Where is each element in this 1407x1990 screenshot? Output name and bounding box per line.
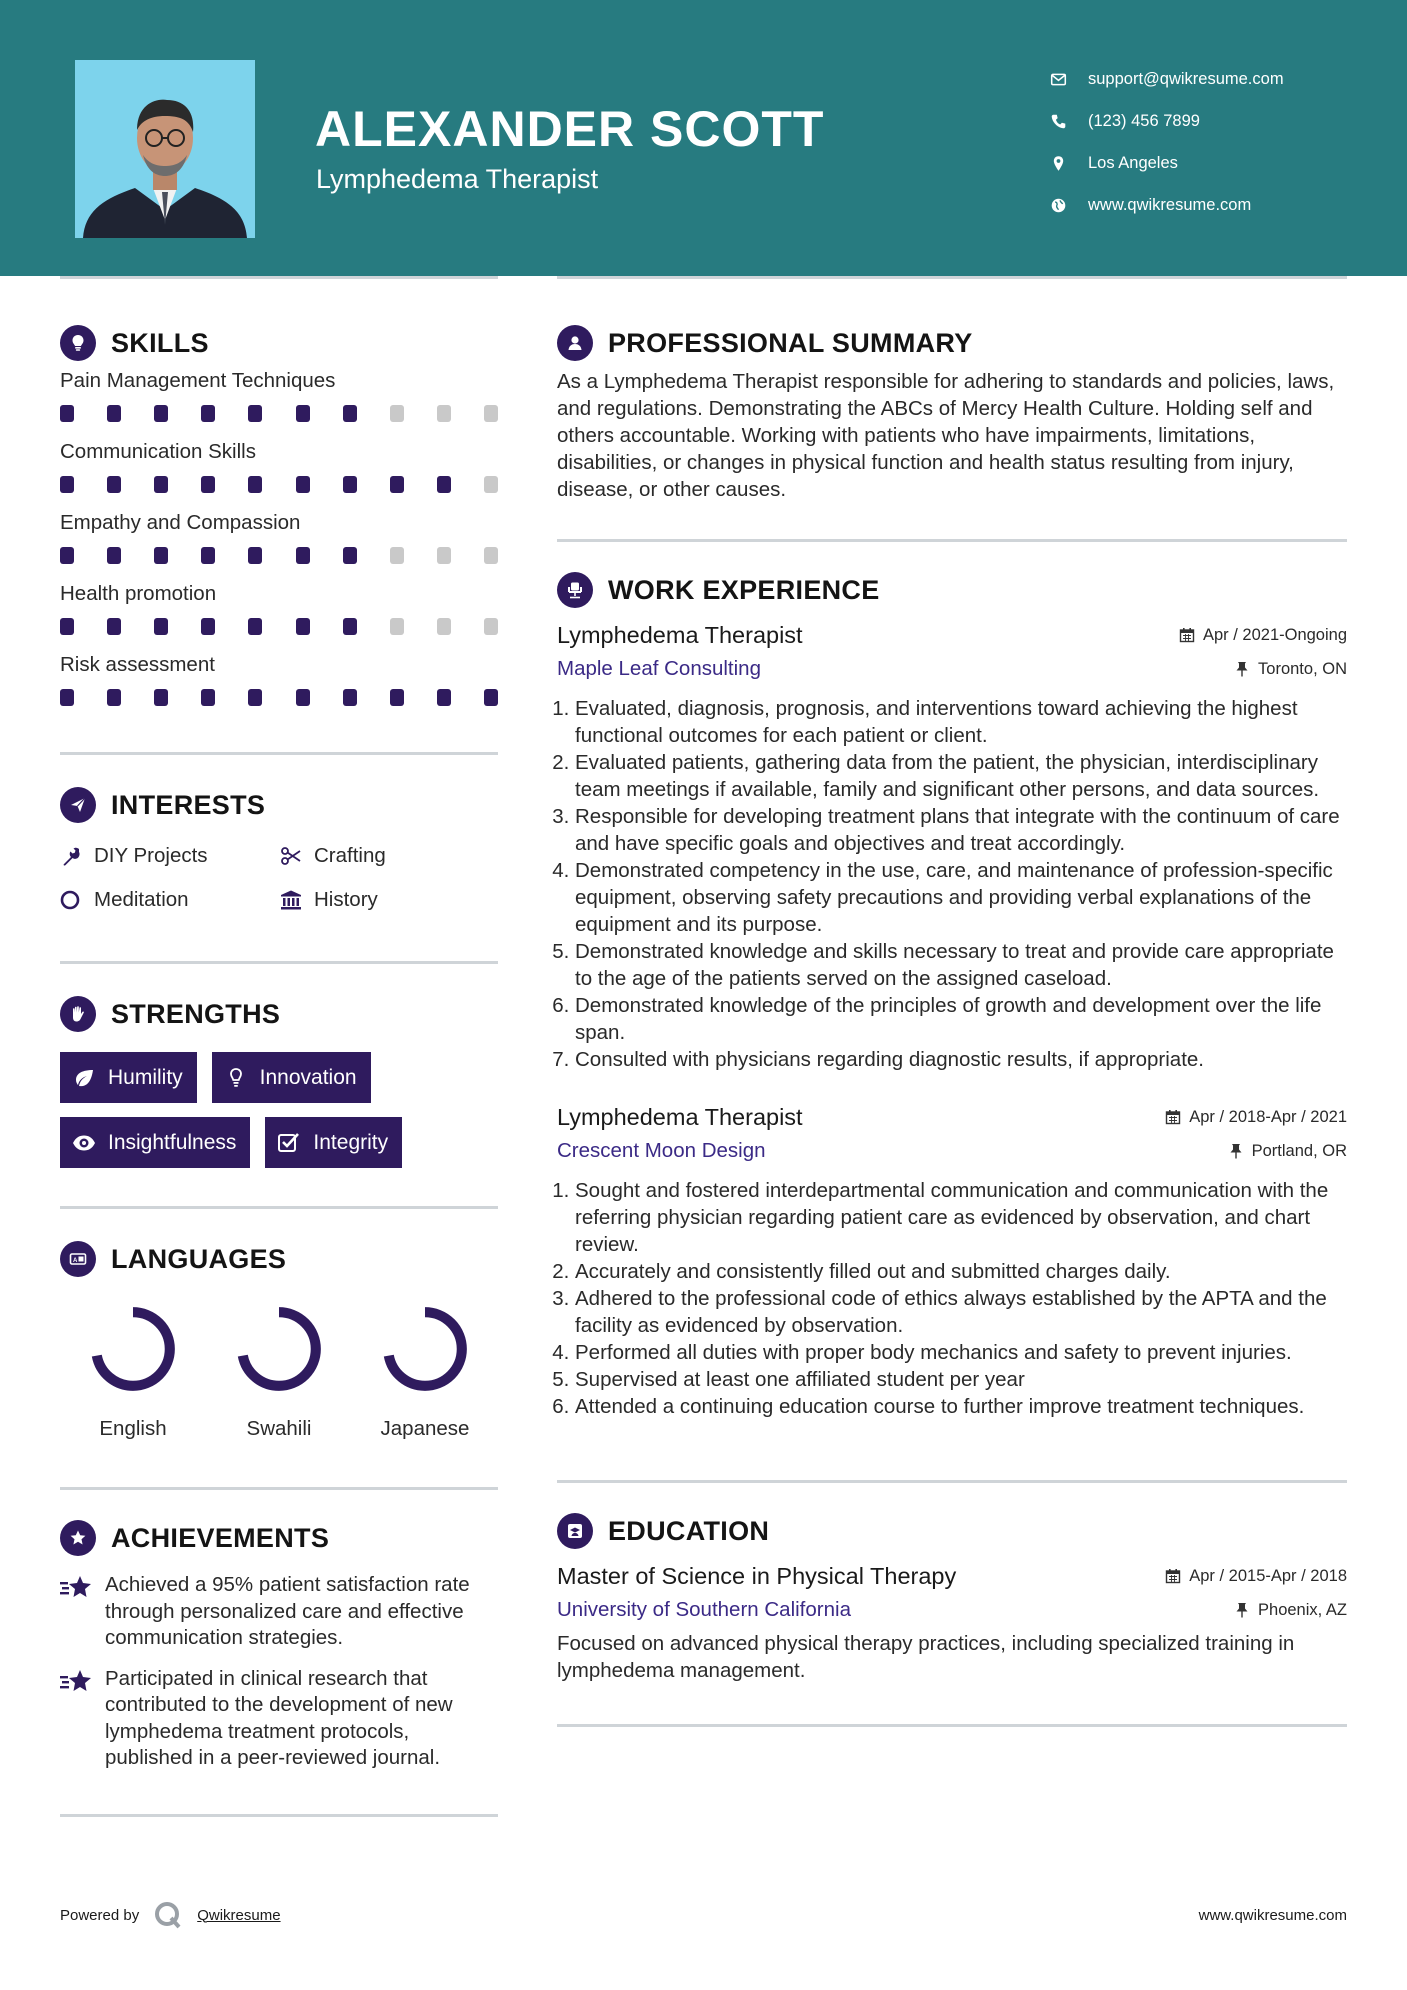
rating-dot-filled [296,547,310,564]
contact-location [1050,142,1380,184]
divider [557,539,1347,542]
section-title: EDUCATION [608,1515,770,1546]
skills-list [60,369,498,706]
job-role: Lymphedema Therapist [557,1104,803,1130]
rating-dot-filled [484,689,498,706]
duty-item: 5. Demonstrated knowledge and skills necessary to treat and provide care appropriate to the age of the patients served on the assigned caseload. [575,938,1347,992]
rating-dot-filled [60,689,74,706]
rating-dot-filled [437,476,451,493]
wrench-icon [60,845,94,867]
job-entry [557,622,1347,1073]
achievement-item [60,1666,498,1772]
languages-list [60,1303,498,1441]
language-progress-ring [87,1303,179,1395]
section-title: WORK EXPERIENCE [608,574,880,605]
degree-name: Master of Science in Physical Therapy [557,1563,957,1589]
interest-item [60,885,280,915]
language-name: Japanese [380,1417,470,1440]
rating-dot-filled [154,547,168,564]
job-header [557,1104,1347,1131]
interest-label: History [314,888,378,911]
rating-dot-filled [343,689,357,706]
section-title: INTERESTS [111,789,266,820]
job-date [1179,626,1347,645]
strength-label: Innovation [259,1065,357,1089]
rating-dot-empty [484,476,498,493]
language-level-arc [388,1312,462,1386]
skills-heading [60,325,498,361]
skill-rating [60,476,498,493]
rating-dot-empty [484,618,498,635]
interest-item [280,885,498,915]
job-duties [557,695,1347,1073]
rating-dot-filled [296,689,310,706]
job-subheader [557,657,1347,681]
right-column [557,276,1347,1727]
language-level-arc [242,1312,316,1386]
rating-dot-filled [343,547,357,564]
contact-list [1050,58,1380,226]
contact-website-text: www.qwikresume.com [1088,195,1252,214]
contact-phone-text: (123) 456 7899 [1088,111,1200,130]
duty-item: 4. Demonstrated competency in the use, care, and maintenance of profession-specific equipment, observing safety precautions and providing verbal explanations of the equipment and its purpose. [575,857,1347,938]
skill-item [60,511,498,564]
powered-by-label: Powered by [60,1906,140,1924]
section-title: STRENGTHS [111,998,281,1029]
contact-location-text: Los Angeles [1088,153,1178,172]
paper-plane-icon [60,787,96,823]
languages-heading [60,1241,498,1277]
achievements-heading [60,1520,498,1556]
rating-dot-filled [248,689,262,706]
resume-header [0,0,1407,276]
star-list-icon [60,1666,105,1772]
experience-heading [557,572,1347,608]
duty-item: 5. Supervised at least one affiliated student per year [575,1366,1347,1393]
strengths-list [60,1052,498,1168]
rating-dot-filled [248,476,262,493]
language-progress-ring [379,1303,471,1395]
education-description: Focused on advanced physical therapy practices, including specialized training in lymphedema management. [557,1632,1295,1682]
company-name: Crescent Moon Design [557,1139,766,1162]
left-column [60,276,498,1817]
company-name: Maple Leaf Consulting [557,657,761,680]
skill-name: Risk assessment [60,653,215,676]
skill-item [60,582,498,635]
job-location [1235,660,1347,679]
envelope-icon [1050,71,1088,88]
language-item [60,1303,206,1441]
pushpin-icon [1235,1602,1249,1618]
achievement-text: Achieved a 95% patient satisfaction rate through personalized care and effective communication strategies. [105,1573,470,1649]
candidate-title: Lymphedema Therapist [316,164,599,194]
job-location-text: Toronto, ON [1258,659,1347,678]
job-role: Lymphedema Therapist [557,622,803,648]
duty-item: 2. Accurately and consistently filled out and submitted charges daily. [575,1258,1347,1285]
skill-rating [60,405,498,422]
rating-dot-filled [201,689,215,706]
star-list-icon [60,1572,105,1652]
skill-name: Empathy and Compassion [60,511,301,534]
strength-label: Integrity [313,1130,389,1154]
globe-icon [1050,197,1088,214]
star-badge-icon [60,1520,96,1556]
summary-text: As a Lymphedema Therapist responsible for adhering to standards and policies, laws, and regulations. Demonstrating the ABCs of Mercy Health Culture. Holding self and others accountable. Working with patients who have impairments, limitations, disabilities, or changes in physical function and health status resulting from injury, disease, or other causes. [557,370,1335,501]
language-name: Swahili [246,1417,312,1440]
calendar-icon [1179,627,1195,643]
strength-tag [60,1052,197,1103]
language-progress-ring [233,1303,325,1395]
divider [60,1487,498,1490]
language-item [206,1303,352,1441]
rating-dot-filled [107,547,121,564]
education-location [1235,1601,1347,1620]
candidate-name: ALEXANDER SCOTT [315,101,825,157]
skill-name: Communication Skills [60,440,256,463]
rating-dot-filled [201,618,215,635]
rating-dot-empty [437,547,451,564]
check-square-icon [277,1132,301,1154]
qwikresume-logo-icon [153,1900,183,1930]
strengths-heading [60,996,498,1032]
education-date [1165,1567,1347,1586]
hand-icon [60,996,96,1032]
interest-item [280,841,498,871]
leaf-icon [72,1067,96,1089]
education-header [557,1563,1347,1590]
rating-dot-filled [248,547,262,564]
strength-tag [60,1117,250,1168]
rating-dot-filled [248,618,262,635]
contact-website[interactable] [1050,184,1380,226]
rating-dot-empty [484,405,498,422]
phone-icon [1050,113,1088,130]
rating-dot-filled [343,405,357,422]
strength-label: Insightfulness [108,1130,237,1154]
achievement-item [60,1572,498,1652]
duty-item: 1. Sought and fostered interdepartmental communication and communication with the referring physician regarding patient care as evidenced by observation, and chart review. [575,1177,1347,1258]
scissors-icon [280,845,314,867]
education-location-text: Phoenix, AZ [1258,1600,1347,1619]
skill-rating [60,618,498,635]
pushpin-icon [1229,1143,1243,1159]
skill-name: Health promotion [60,582,217,605]
office-chair-icon [557,572,593,608]
skill-item [60,440,498,493]
divider [557,276,1347,279]
graduate-icon [557,1513,593,1549]
rating-dot-filled [390,689,404,706]
job-location-text: Portland, OR [1251,1141,1347,1160]
divider [60,276,498,279]
language-name: English [99,1417,167,1440]
duty-item: 3. Adhered to the professional code of ethics always established by the APTA and the facility as evidenced by observation. [575,1285,1347,1339]
contact-email[interactable] [1050,58,1380,100]
interest-label: Meditation [94,888,189,911]
rating-dot-empty [437,405,451,422]
museum-icon [280,889,314,911]
rating-dot-filled [343,618,357,635]
rating-dot-filled [390,476,404,493]
divider [60,961,498,964]
rating-dot-filled [296,405,310,422]
divider [60,1814,498,1817]
rating-dot-filled [60,405,74,422]
lightbulb-icon [224,1067,248,1089]
job-date-text: Apr / 2021-Ongoing [1202,625,1347,644]
map-pin-icon [1050,155,1088,172]
contact-email-text: support@qwikresume.com [1088,69,1284,88]
rating-dot-filled [201,476,215,493]
footer [60,1900,1347,1930]
rating-dot-filled [154,689,168,706]
footer-website[interactable]: www.qwikresume.com [1198,1906,1347,1924]
duty-item: 2. Evaluated patients, gathering data from the patient, the physician, interdisciplinary team meetings if available, family and significant other persons, and data sources. [575,749,1347,803]
rating-dot-empty [390,618,404,635]
language-level-arc [96,1312,170,1386]
duty-item: 7. Consulted with physicians regarding diagnostic results, if appropriate. [575,1046,1347,1073]
interest-label: DIY Projects [94,844,208,867]
calendar-icon [1165,1568,1181,1584]
job-duties [557,1177,1347,1420]
school-name: University of Southern California [557,1598,851,1621]
duty-item: 6. Attended a continuing education course to further improve treatment techniques. [575,1393,1347,1420]
section-title: PROFESSIONAL SUMMARY [608,327,973,358]
rating-dot-filled [296,618,310,635]
section-title: SKILLS [111,327,209,358]
rating-dot-filled [107,476,121,493]
qwikresume-link[interactable]: Qwikresume [197,1906,281,1924]
contact-phone[interactable] [1050,100,1380,142]
profile-photo [75,60,255,238]
achievement-text: Participated in clinical research that contributed to the development of new lymphedema treatment protocols, published in a peer-reviewed journal. [105,1666,453,1769]
pushpin-icon [1235,661,1249,677]
job-entry [557,1104,1347,1420]
interest-label: Crafting [314,844,386,867]
education-date-text: Apr / 2015-Apr / 2018 [1189,1566,1347,1585]
skill-rating [60,547,498,564]
skill-name: Pain Management Techniques [60,369,336,392]
user-icon [557,325,593,361]
strength-label: Humility [108,1065,183,1089]
rating-dot-filled [201,547,215,564]
rating-dot-filled [154,405,168,422]
achievements-list [60,1572,498,1772]
rating-dot-filled [296,476,310,493]
duty-item: 6. Demonstrated knowledge of the principles of growth and development over the life span. [575,992,1347,1046]
divider [60,752,498,755]
rating-dot-filled [60,547,74,564]
rating-dot-filled [154,618,168,635]
eye-icon [72,1132,96,1154]
interests-list [60,841,498,915]
rating-dot-filled [60,476,74,493]
rating-dot-filled [343,476,357,493]
strength-tag [212,1052,371,1103]
divider [557,1724,1347,1727]
divider [557,1480,1347,1483]
rating-dot-empty [390,547,404,564]
lightbulb-icon [60,325,96,361]
education-entry [557,1563,1347,1684]
language-icon [60,1241,96,1277]
rating-dot-filled [107,618,121,635]
job-date-text: Apr / 2018-Apr / 2021 [1189,1107,1347,1126]
duty-item: 1. Evaluated, diagnosis, prognosis, and interventions toward achieving the highest functional outcomes for each patient or client. [575,695,1347,749]
rating-dot-empty [484,547,498,564]
rating-dot-filled [107,405,121,422]
duty-item: 4. Performed all duties with proper body mechanics and safety to prevent injuries. [575,1339,1347,1366]
section-title: ACHIEVEMENTS [111,1522,330,1553]
rating-dot-filled [60,618,74,635]
rating-dot-filled [107,689,121,706]
powered-by [60,1900,281,1930]
rating-dot-filled [201,405,215,422]
language-item [352,1303,498,1441]
rating-dot-filled [437,689,451,706]
job-location [1229,1142,1347,1161]
skill-rating [60,689,498,706]
summary-heading [557,325,1347,361]
job-header [557,622,1347,649]
rating-dot-filled [248,405,262,422]
job-date [1165,1108,1347,1127]
rating-dot-empty [437,618,451,635]
interests-heading [60,787,498,823]
section-title: LANGUAGES [111,1243,287,1274]
duty-item: 3. Responsible for developing treatment plans that integrate with the continuum of care and have specific goals and objectives and treat accordingly. [575,803,1347,857]
education-heading [557,1513,1347,1549]
rating-dot-empty [390,405,404,422]
education-subheader [557,1598,1347,1622]
strength-tag [265,1117,402,1168]
skill-item [60,369,498,422]
rating-dot-filled [154,476,168,493]
job-subheader [557,1139,1347,1163]
interest-item [60,841,280,871]
divider [60,1206,498,1209]
circle-icon [60,889,94,911]
skill-item [60,653,498,706]
svg-text:A: A [73,1257,78,1264]
calendar-icon [1165,1109,1181,1125]
